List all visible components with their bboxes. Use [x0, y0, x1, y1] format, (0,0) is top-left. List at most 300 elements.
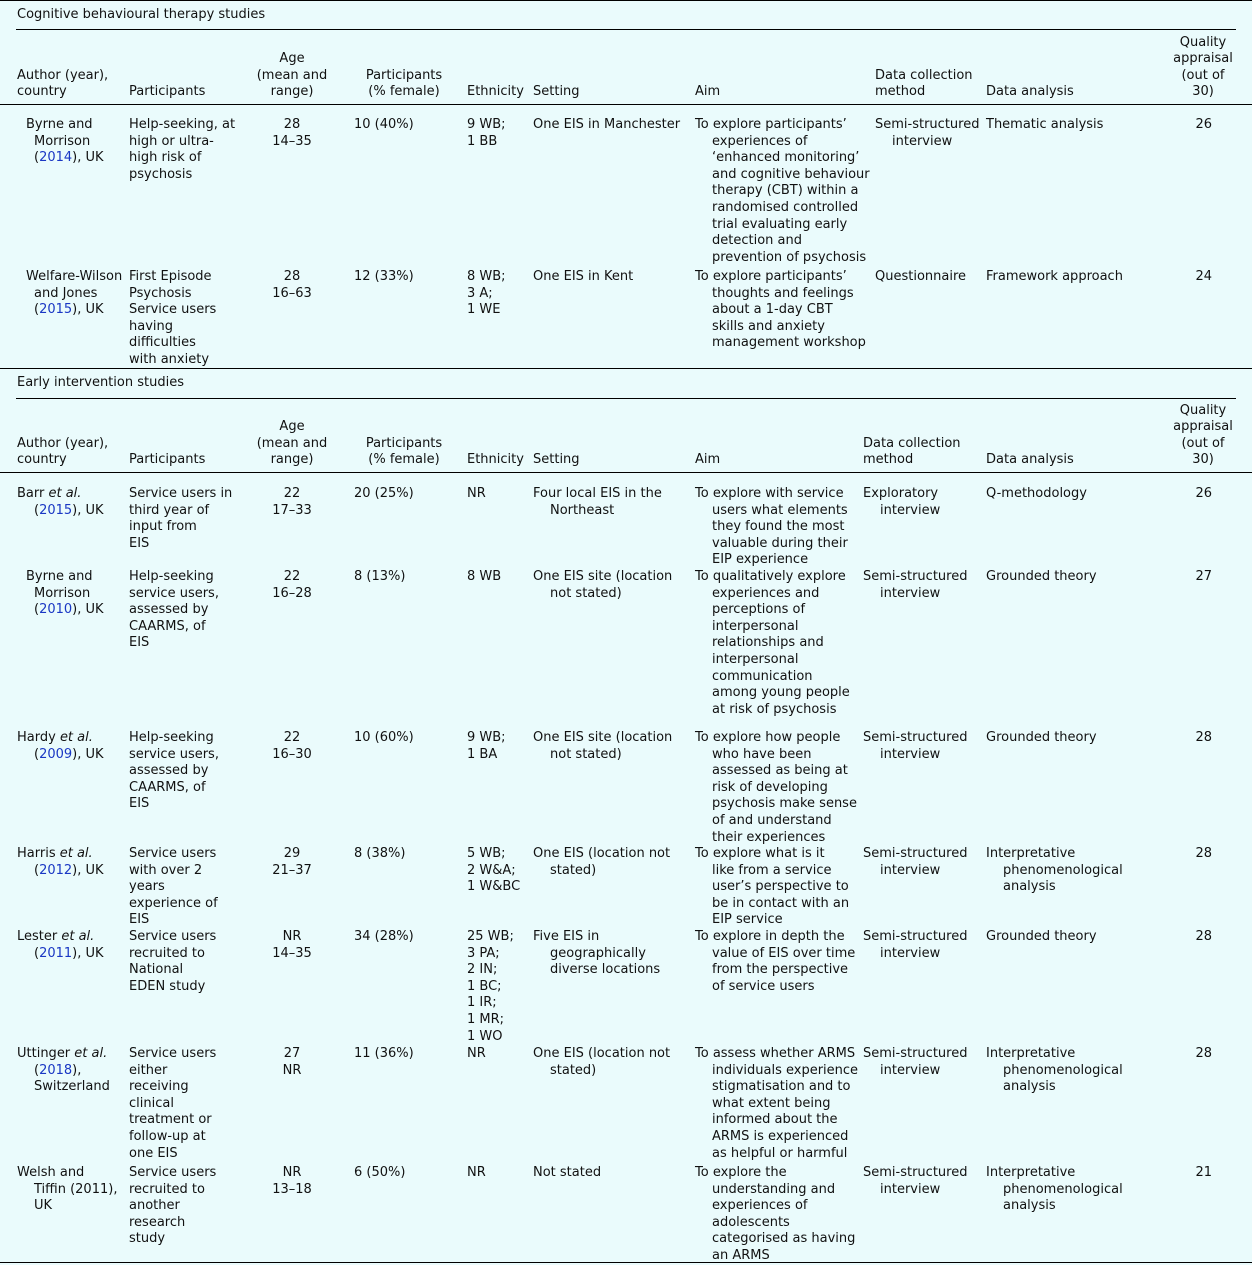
ethnicity-cell-line: 1 IR; [467, 995, 497, 1011]
age-cell [252, 269, 332, 302]
age-mean: 28 [283, 269, 301, 284]
quality-cell [1160, 1046, 1212, 1063]
section-1-header-rule [0, 104, 1252, 105]
participants-female-value: 34 (28%) [354, 929, 414, 944]
header-quality-appraisal-line: Quality [1179, 34, 1227, 50]
aim-cell-line: categorised as having [712, 1231, 856, 1247]
aim-cell-line: experiences of [712, 1198, 808, 1214]
participants-cell-line: receiving [129, 1079, 189, 1095]
header-data-collection-line: method [863, 452, 914, 468]
aim-cell-line: ‘enhanced monitoring’ [712, 150, 860, 166]
quality-cell [1160, 486, 1212, 503]
setting-cell [533, 486, 693, 519]
ethnicity-cell [467, 730, 529, 763]
participants-cell-line: Service users [129, 1165, 217, 1180]
participants-cell-line: Service users [129, 846, 217, 861]
aim-cell-line: relationships and [712, 635, 824, 651]
header-data-collection [875, 68, 985, 101]
author-cell [17, 117, 125, 167]
header-author-line: Author (year), [17, 67, 109, 83]
header-age-line: range) [270, 84, 314, 100]
ethnicity-cell [467, 929, 529, 1045]
ethnicity-cell [467, 269, 529, 319]
participants-cell-line: research [129, 1214, 186, 1230]
author-country: UK [85, 150, 104, 166]
aim-cell-line: EIP experience [712, 552, 809, 568]
author-paren: ( [34, 862, 40, 878]
author-name: Harris [17, 846, 60, 861]
aim-cell-line: communication [712, 668, 813, 684]
author-line [17, 503, 125, 520]
data-analysis-cell [986, 730, 1136, 747]
setting-cell [533, 929, 693, 979]
header-author [17, 68, 127, 101]
participants-cell-line: Service users in [129, 486, 233, 501]
header-data-collection [863, 436, 973, 469]
header-author [17, 436, 127, 469]
author-name: Hardy [17, 730, 60, 745]
participants-cell [129, 269, 249, 369]
author-line [17, 1046, 125, 1063]
citation-link[interactable]: 2015 [39, 502, 73, 518]
setting-cell [533, 730, 693, 763]
author-line [17, 946, 125, 963]
ethnicity-cell [467, 117, 529, 150]
participants-cell-line: Service users [129, 929, 217, 944]
header-data-collection-line: method [875, 84, 926, 100]
header-participants-female [354, 436, 454, 469]
aim-cell-line: experiences and [712, 585, 820, 601]
bottom-rule [0, 1262, 1252, 1263]
age-mean: 29 [283, 846, 301, 861]
author-paren: ), [72, 502, 86, 518]
author-country: UK [85, 862, 104, 878]
quality-value: 26 [1195, 117, 1212, 132]
aim-cell-line: what extent being [712, 1095, 831, 1111]
author-line [17, 486, 125, 503]
author-line: Welsh and [17, 1165, 85, 1180]
header-data-analysis-line: Data analysis [986, 452, 1074, 468]
aim-cell-line: trial evaluating early [712, 216, 848, 232]
ethnicity-cell [467, 1165, 529, 1182]
participants-cell [129, 1046, 249, 1162]
aim-cell-line: valuable during their [712, 535, 848, 551]
participants-cell-line: with over 2 [129, 862, 203, 878]
data-collection-cell-line: interview [880, 746, 941, 762]
author-country: UK [85, 602, 104, 618]
header-age-line: (mean and [256, 67, 328, 83]
aim-cell-line: perceptions of [712, 602, 806, 618]
data-analysis-cell [986, 569, 1136, 586]
setting-cell-line: One EIS site (location [533, 569, 673, 584]
header-aim-line: Aim [695, 84, 721, 100]
data-collection-cell-line: Semi-structured [875, 117, 980, 132]
participants-cell-line: National [129, 962, 184, 978]
age-cell [252, 1165, 332, 1198]
aim-cell-line: To assess whether ARMS [695, 1046, 856, 1061]
aim-cell-line: from the perspective [712, 962, 849, 978]
author-cell [17, 846, 125, 879]
participants-cell-line: First Episode [129, 269, 212, 284]
data-analysis-cell [986, 1165, 1136, 1215]
aim-cell-line: informed about the [712, 1112, 838, 1128]
data-collection-cell-line: Semi-structured [863, 846, 968, 861]
aim-cell-line: therapy (CBT) within a [712, 183, 859, 199]
data-analysis-cell-line: phenomenological [1003, 1181, 1123, 1197]
author-line [17, 929, 125, 946]
aim-cell-line: at risk of psychosis [712, 701, 837, 717]
quality-value: 28 [1195, 1046, 1212, 1061]
quality-value: 26 [1195, 486, 1212, 501]
participants-female-cell [354, 730, 414, 747]
author-paren: ), [72, 1062, 82, 1078]
age-cell [252, 846, 332, 879]
aim-cell-line: as helpful or harmful [712, 1145, 848, 1161]
quality-value: 28 [1195, 730, 1212, 745]
age-cell [252, 929, 332, 962]
participants-cell [129, 730, 249, 813]
author-paren: ), [72, 302, 86, 318]
aim-cell [695, 730, 867, 846]
citation-link[interactable]: 2018 [39, 1062, 73, 1078]
aim-cell [695, 486, 867, 569]
header-quality-appraisal [1168, 35, 1238, 101]
header-ethnicity [467, 452, 529, 469]
setting-cell-line: geographically [550, 945, 646, 961]
data-collection-cell-line: interview [880, 1181, 941, 1197]
setting-cell [533, 269, 693, 286]
header-author-line: Author (year), [17, 435, 109, 451]
ethnicity-cell-line: 3 PA; [467, 945, 500, 961]
citation-link[interactable]: 2012 [39, 862, 73, 878]
aim-cell-line: value of EIS over time [712, 945, 856, 961]
setting-cell-line: One EIS (location not [533, 1046, 671, 1061]
aim-cell-line: prevention of psychosis [712, 249, 867, 265]
quality-cell [1160, 730, 1212, 747]
aim-cell-line: and cognitive behaviour [712, 166, 870, 182]
participants-female-cell [354, 929, 414, 946]
author-paren: ( [34, 150, 40, 166]
author-etal: et al. [59, 730, 93, 745]
age-mean: 22 [283, 486, 301, 501]
ethnicity-cell [467, 486, 529, 503]
quality-cell [1160, 269, 1212, 286]
header-setting-line: Setting [533, 452, 580, 468]
participants-cell-line: psychosis [129, 166, 193, 182]
aim-cell-line: an ARMS [712, 1247, 770, 1263]
header-setting [533, 84, 683, 101]
header-quality-appraisal [1168, 403, 1238, 469]
author-paren: ), [72, 862, 86, 878]
section-2-subrule [16, 398, 1236, 399]
aim-cell-line: skills and anxiety [712, 318, 825, 334]
data-analysis-cell [986, 269, 1136, 286]
aim-cell-line: understanding and [712, 1181, 836, 1197]
participants-female-cell [354, 569, 405, 586]
data-analysis-cell-line: Interpretative [986, 1046, 1076, 1061]
author-paren: ( [34, 502, 40, 518]
aim-cell-line: like from a service [712, 862, 832, 878]
data-collection-cell [863, 569, 973, 602]
aim-cell-line: interpersonal [712, 618, 799, 634]
author-cell [17, 1046, 125, 1096]
data-collection-cell-line: interview [880, 862, 941, 878]
author-paren: ), [72, 945, 86, 961]
aim-cell-line: users what elements [712, 502, 848, 518]
aim-cell [695, 1046, 867, 1162]
participants-cell-line: treatment or [129, 1112, 212, 1128]
citation-link[interactable]: 2010 [39, 602, 73, 618]
participants-cell-line: recruited to [129, 1181, 205, 1197]
author-line [17, 863, 125, 880]
data-analysis-cell-line: Grounded theory [986, 730, 1097, 745]
quality-cell [1160, 1165, 1212, 1182]
author-paren: ), [72, 746, 86, 762]
age-range: 16–30 [272, 746, 312, 762]
ethnicity-cell-line: NR [467, 1046, 486, 1061]
ethnicity-cell-line: 1 BC; [467, 978, 502, 994]
ethnicity-cell-line: 3 A; [467, 285, 493, 301]
header-age-line: Age [279, 419, 305, 435]
header-participants [129, 452, 249, 469]
data-collection-cell-line: interview [892, 133, 953, 149]
ethnicity-cell-line: 9 WB; [467, 117, 506, 132]
header-aim [695, 84, 845, 101]
participants-cell-line: EDEN study [129, 978, 206, 994]
data-collection-cell-line: Semi-structured [863, 1165, 968, 1180]
setting-cell-line: Five EIS in [533, 929, 600, 944]
aim-cell-line: ARMS is experienced [712, 1128, 849, 1144]
header-data-collection-line: Data collection [863, 435, 961, 451]
author-line [17, 747, 125, 764]
header-age-line: range) [270, 452, 314, 468]
header-quality-appraisal-line: Quality [1179, 402, 1227, 418]
participants-cell-line: EIS [129, 912, 150, 928]
data-analysis-cell-line: analysis [1003, 1079, 1056, 1095]
ethnicity-cell-line: 8 WB; [467, 269, 506, 284]
participants-cell [129, 486, 249, 552]
ethnicity-cell [467, 1046, 529, 1063]
participants-cell-line: third year of [129, 502, 210, 518]
participants-female-value: 6 (50%) [354, 1165, 406, 1180]
participants-cell-line: years [129, 879, 165, 895]
ethnicity-cell-line: 1 BA [467, 746, 498, 762]
header-setting-line: Setting [533, 84, 580, 100]
author-etal: et al. [59, 846, 93, 861]
age-range: 21–37 [272, 862, 312, 878]
author-line [17, 730, 125, 747]
header-participants-female-line: Participants [365, 67, 443, 83]
data-analysis-cell-line: Interpretative [986, 1165, 1076, 1180]
participants-female-cell [354, 1046, 414, 1063]
aim-cell-line: randomised controlled [712, 199, 859, 215]
setting-cell-line: not stated) [550, 585, 622, 601]
participants-cell [129, 569, 249, 652]
data-analysis-cell-line: phenomenological [1003, 1062, 1123, 1078]
citation-link[interactable]: 2011 [39, 945, 73, 961]
participants-female-cell [354, 846, 405, 863]
participants-female-cell [354, 269, 414, 286]
age-cell [252, 1046, 332, 1079]
data-analysis-cell [986, 486, 1136, 503]
participants-cell-line: Psychosis [129, 285, 192, 301]
header-data-analysis [986, 84, 1136, 101]
data-collection-cell-line: interview [880, 1062, 941, 1078]
author-name: Uttinger [17, 1046, 75, 1061]
participants-cell-line: either [129, 1062, 168, 1078]
setting-cell-line: stated) [550, 1062, 597, 1078]
participants-cell-line: input from [129, 519, 197, 535]
quality-value: 27 [1195, 569, 1212, 584]
setting-cell-line: Four local EIS in the [533, 486, 662, 501]
age-mean: NR [282, 1165, 302, 1180]
participants-cell-line: EIS [129, 635, 150, 651]
setting-cell-line: Not stated [533, 1165, 602, 1180]
participants-cell-line: Service users [129, 302, 217, 318]
author-line: Morrison [34, 133, 91, 149]
citation-link[interactable]: 2015 [39, 302, 73, 318]
participants-cell-line: high risk of [129, 150, 202, 166]
aim-cell-line: management workshop [712, 335, 866, 351]
citation-link[interactable]: 2014 [39, 150, 73, 166]
author-paren: ( [34, 602, 40, 618]
setting-cell [533, 1165, 693, 1182]
header-quality-appraisal-line: appraisal [1173, 51, 1233, 67]
header-participants-line: Participants [129, 452, 206, 468]
author-line: and Jones [34, 285, 98, 301]
data-analysis-cell-line: analysis [1003, 1198, 1056, 1214]
section-title: Early intervention studies [17, 375, 184, 390]
age-cell [252, 486, 332, 519]
author-cell [17, 486, 125, 519]
setting-cell-line: One EIS in Manchester [533, 117, 681, 132]
participants-female-value: 10 (60%) [354, 730, 414, 745]
participants-female-value: 11 (36%) [354, 1046, 414, 1061]
participants-cell-line: recruited to [129, 945, 205, 961]
participants-cell [129, 117, 249, 183]
participants-cell [129, 846, 249, 929]
participants-cell-line: assessed by [129, 763, 209, 779]
ethnicity-cell [467, 846, 529, 896]
data-analysis-cell [986, 846, 1136, 896]
quality-cell [1160, 929, 1212, 946]
header-author-line: country [17, 452, 67, 468]
author-etal: et al. [74, 1046, 108, 1061]
author-line: Byrne and [26, 117, 93, 132]
data-collection-cell-line: Exploratory [863, 486, 939, 501]
data-collection-cell [863, 486, 973, 519]
participants-cell-line: Help-seeking, at [129, 117, 236, 132]
aim-cell-line: user’s perspective to [712, 879, 849, 895]
ethnicity-cell-line: 1 MR; [467, 1011, 505, 1027]
citation-link[interactable]: 2009 [39, 746, 73, 762]
participants-cell-line: high or ultra- [129, 133, 214, 149]
data-collection-cell [863, 1165, 973, 1198]
author-paren: ( [34, 945, 40, 961]
quality-cell [1160, 569, 1212, 586]
participants-cell-line: Help-seeking [129, 569, 214, 584]
author-cell [17, 730, 125, 763]
participants-cell-line: CAARMS, of [129, 618, 206, 634]
ethnicity-cell-line: 25 WB; [467, 929, 514, 944]
aim-cell-line: their experiences [712, 829, 826, 845]
data-collection-cell-line: interview [880, 502, 941, 518]
ethnicity-cell-line: 1 WO [467, 1028, 503, 1044]
author-line: Welfare-Wilson [26, 269, 123, 284]
aim-cell-line: stigmatisation and to [712, 1079, 851, 1095]
data-collection-cell [875, 117, 985, 150]
participants-cell-line: study [129, 1231, 166, 1247]
data-collection-cell-line: interview [880, 585, 941, 601]
participants-cell-line: EIS [129, 796, 150, 812]
setting-cell-line: not stated) [550, 746, 622, 762]
header-quality-appraisal-line: appraisal [1173, 419, 1233, 435]
data-collection-cell [863, 846, 973, 879]
setting-cell-line: One EIS site (location [533, 730, 673, 745]
data-analysis-cell-line: Framework approach [986, 269, 1123, 284]
section-2-header-rule [0, 472, 1252, 473]
quality-value: 28 [1195, 846, 1212, 861]
author-paren: ), [72, 602, 86, 618]
section-title: Cognitive behavioural therapy studies [17, 7, 266, 22]
author-paren: ( [34, 302, 40, 318]
header-quality-appraisal-line: (out of [1181, 67, 1225, 83]
ethnicity-cell-line: NR [467, 486, 486, 501]
participants-cell-line: with anxiety [129, 351, 210, 367]
data-analysis-cell-line: Interpretative [986, 846, 1076, 861]
aim-cell-line: of and understand [712, 812, 832, 828]
author-cell [17, 569, 125, 619]
header-ethnicity-line: Ethnicity [467, 84, 524, 100]
aim-cell-line: experiences of [712, 133, 808, 149]
participants-cell-line: clinical [129, 1095, 174, 1111]
header-aim [695, 452, 845, 469]
aim-cell-line: To explore participants’ [695, 117, 847, 132]
ethnicity-cell-line: 1 BB [467, 133, 498, 149]
participants-female-cell [354, 486, 414, 503]
participants-female-value: 12 (33%) [354, 269, 414, 284]
data-analysis-cell [986, 929, 1136, 946]
header-age [252, 51, 332, 101]
age-range: 16–63 [272, 285, 312, 301]
data-collection-cell-line: Semi-structured [863, 1046, 968, 1061]
ethnicity-cell-line: 2 W&A; [467, 862, 516, 878]
quality-value: 28 [1195, 929, 1212, 944]
participants-female-cell [354, 117, 414, 134]
author-line: Morrison [34, 585, 91, 601]
aim-cell [695, 269, 867, 352]
author-etal: et al. [61, 929, 95, 944]
author-country: Switzerland [34, 1079, 110, 1095]
header-participants-female [354, 68, 454, 101]
header-author-line: country [17, 84, 67, 100]
participants-female-value: 20 (25%) [354, 486, 414, 501]
author-line [17, 602, 125, 619]
aim-cell-line: adolescents [712, 1214, 790, 1230]
aim-cell-line: thoughts and feelings [712, 285, 854, 301]
setting-cell [533, 1046, 693, 1079]
header-data-collection-line: Data collection [875, 67, 973, 83]
author-line [17, 846, 125, 863]
aim-cell-line: EIP service [712, 912, 783, 928]
age-mean: 22 [283, 569, 301, 584]
data-collection-cell [863, 730, 973, 763]
age-mean: 28 [283, 117, 301, 132]
aim-cell-line: assessed as being at [712, 763, 848, 779]
aim-cell-line: psychosis make sense [712, 796, 857, 812]
aim-cell-line: individuals experience [712, 1062, 859, 1078]
data-collection-cell [863, 1046, 973, 1079]
